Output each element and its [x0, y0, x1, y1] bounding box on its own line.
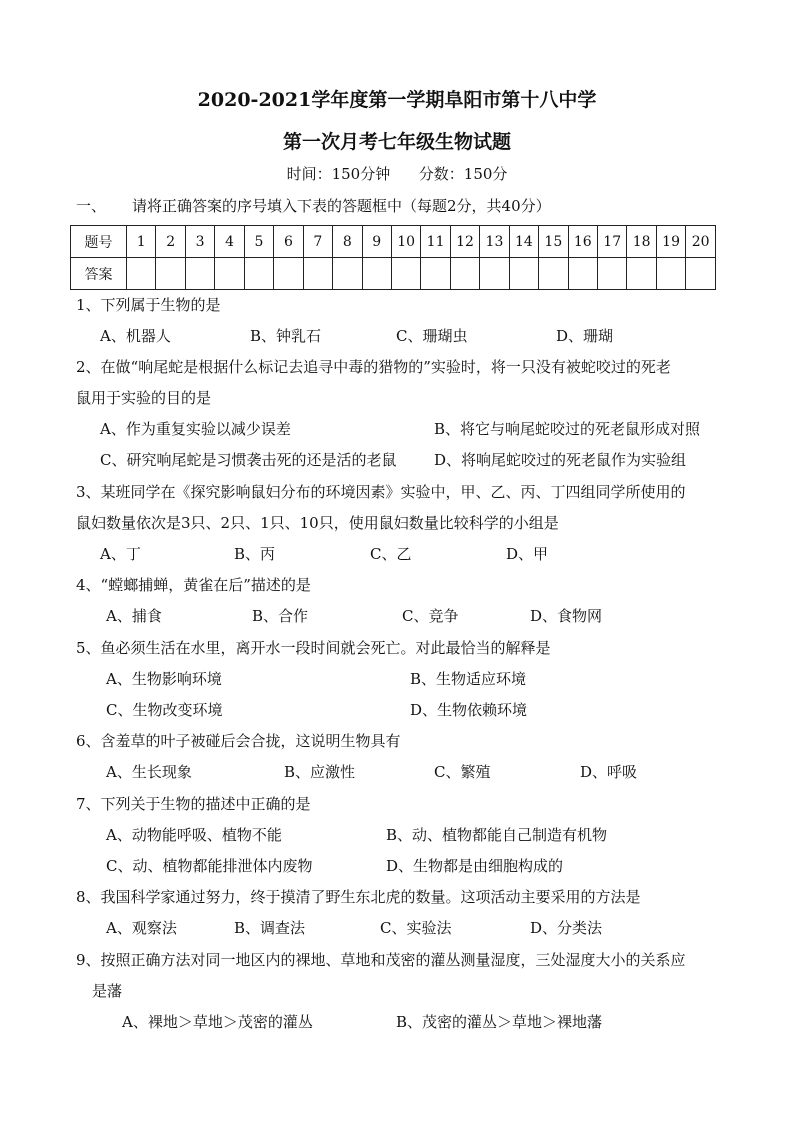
- question-2-stem-cont: 鼠用于实验的目的是: [76, 389, 212, 407]
- section-instruction: 请将正确答案的序号填入下表的答题框中（每题2分，共40分）: [132, 197, 551, 215]
- question-9-option-a: A、裸地＞草地＞茂密的灌丛: [122, 1013, 313, 1031]
- question-3-option-b: B、丙: [234, 545, 276, 563]
- question-3-stem: 3、某班同学在《探究影响鼠妇分布的环境因素》实验中，甲、乙、丙、丁四组同学所使用的: [76, 483, 686, 501]
- question-4-stem: 4、“螳螂捕蝉，黄雀在后”描述的是: [76, 576, 311, 594]
- answer-cell[interactable]: [539, 258, 568, 290]
- table-cell-number: 7: [303, 226, 332, 258]
- question-6-stem: 6、含羞草的叶子被碰后会合拢，这说明生物具有: [76, 732, 401, 750]
- exam-title-line2: 第一次月考七年级生物试题: [282, 131, 511, 153]
- question-5-option-c: C、生物改变环境: [106, 701, 223, 719]
- table-cell-number: 16: [568, 226, 597, 258]
- question-9-option-b: B、茂密的灌丛＞草地＞裸地藩: [396, 1013, 603, 1031]
- question-6-option-d: D、呼吸: [580, 763, 638, 781]
- question-3-option-d: D、甲: [506, 545, 549, 563]
- answer-cell[interactable]: [450, 258, 479, 290]
- question-5-option-a: A、生物影响环境: [106, 670, 222, 688]
- answer-cell[interactable]: [244, 258, 273, 290]
- question-4-option-c: C、竞争: [402, 607, 459, 625]
- answer-cell[interactable]: [627, 258, 656, 290]
- answer-cell[interactable]: [509, 258, 538, 290]
- time-score: 时间：150分钟 分数：150分: [286, 165, 508, 183]
- question-1-option-c: C、珊瑚虫: [396, 327, 468, 345]
- question-6-option-a: A、生长现象: [106, 763, 192, 781]
- answer-cell[interactable]: [333, 258, 362, 290]
- table-cell-number: 10: [391, 226, 420, 258]
- table-cell-number: 4: [215, 226, 244, 258]
- section-number: 一、: [76, 197, 107, 215]
- table-cell-number: 19: [656, 226, 685, 258]
- question-5-stem: 5、鱼必须生活在水里，离开水一段时间就会死亡。对此最恰当的解释是: [76, 639, 551, 657]
- answer-cell[interactable]: [656, 258, 685, 290]
- question-8-stem: 8、我国科学家通过努力，终于摸清了野生东北虎的数量。这项活动主要采用的方法是: [76, 888, 641, 906]
- table-cell-number: 2: [156, 226, 185, 258]
- row-label-answer: 答案: [71, 258, 127, 290]
- table-cell-number: 3: [185, 226, 214, 258]
- table-cell-number: 20: [686, 226, 716, 258]
- table-cell-number: 15: [539, 226, 568, 258]
- answer-cell[interactable]: [362, 258, 391, 290]
- question-9-stem: 9、按照正确方法对同一地区内的裸地、草地和茂密的灌丛测量湿度，三处湿度大小的关系应: [76, 951, 686, 969]
- table-cell-number: 14: [509, 226, 538, 258]
- question-8-option-c: C、实验法: [380, 919, 452, 937]
- table-cell-number: 9: [362, 226, 391, 258]
- question-4-option-a: A、捕食: [106, 607, 162, 625]
- table-cell-number: 13: [480, 226, 509, 258]
- question-4-option-d: D、食物网: [530, 607, 603, 625]
- answer-cell[interactable]: [127, 258, 156, 290]
- answer-cell[interactable]: [156, 258, 185, 290]
- question-1-stem: 1、下列属于生物的是: [76, 296, 221, 314]
- question-8-option-a: A、观察法: [106, 919, 177, 937]
- answer-cell[interactable]: [391, 258, 420, 290]
- question-2-option-c: C、研究响尾蛇是习惯袭击死的还是活的老鼠: [100, 451, 397, 469]
- answer-cell[interactable]: [421, 258, 450, 290]
- question-7-option-d: D、生物都是由细胞构成的: [386, 857, 564, 875]
- question-1-option-a: A、机器人: [100, 327, 171, 345]
- answer-cell[interactable]: [185, 258, 214, 290]
- question-5-option-d: D、生物依赖环境: [410, 701, 528, 719]
- answer-cell[interactable]: [686, 258, 716, 290]
- question-1-option-b: B、钟乳石: [250, 327, 322, 345]
- row-label-number: 题号: [71, 226, 127, 258]
- answer-cell[interactable]: [568, 258, 597, 290]
- question-3-option-a: A、丁: [100, 545, 141, 563]
- question-6-option-b: B、应激性: [284, 763, 356, 781]
- question-2-option-b: B、将它与响尾蛇咬过的死老鼠形成对照: [434, 420, 701, 438]
- table-row-numbers: [71, 226, 716, 258]
- question-7-option-c: C、动、植物都能排泄体内废物: [106, 857, 313, 875]
- answer-cell[interactable]: [480, 258, 509, 290]
- question-8-option-b: B、调查法: [234, 919, 306, 937]
- table-row-answers: [71, 258, 716, 290]
- answer-cell[interactable]: [598, 258, 627, 290]
- answer-table: [70, 225, 716, 290]
- question-7-option-a: A、动物能呼吸、植物不能: [106, 826, 282, 844]
- question-1-option-d: D、珊瑚: [556, 327, 614, 345]
- question-9-stem-cont: 是藩: [92, 982, 123, 1000]
- question-7-stem: 7、下列关于生物的描述中正确的是: [76, 795, 311, 813]
- question-2-option-a: A、作为重复实验以减少误差: [100, 420, 291, 438]
- answer-cell[interactable]: [215, 258, 244, 290]
- question-3-stem-cont: 鼠妇数量依次是3只、2只、1只、10只，使用鼠妇数量比较科学的小组是: [76, 514, 559, 532]
- table-cell-number: 12: [450, 226, 479, 258]
- question-4-option-b: B、合作: [252, 607, 309, 625]
- exam-title-line1: 2020-2021学年度第一学期阜阳市第十八中学: [197, 89, 597, 111]
- question-5-option-b: B、生物适应环境: [410, 670, 527, 688]
- table-cell-number: 11: [421, 226, 450, 258]
- table-cell-number: 17: [598, 226, 627, 258]
- question-2-stem: 2、在做“响尾蛇是根据什么标记去追寻中毒的猎物的”实验时，将一只没有被蛇咬过的死老: [76, 358, 671, 376]
- question-8-option-d: D、分类法: [530, 919, 603, 937]
- table-cell-number: 6: [274, 226, 303, 258]
- table-cell-number: 8: [333, 226, 362, 258]
- table-cell-number: 1: [127, 226, 156, 258]
- question-7-option-b: B、动、植物都能自己制造有机物: [386, 826, 608, 844]
- answer-cell[interactable]: [303, 258, 332, 290]
- question-2-option-d: D、将响尾蛇咬过的死老鼠作为实验组: [434, 451, 687, 469]
- question-3-option-c: C、乙: [370, 545, 412, 563]
- table-cell-number: 5: [244, 226, 273, 258]
- question-6-option-c: C、繁殖: [434, 763, 491, 781]
- answer-cell[interactable]: [274, 258, 303, 290]
- table-cell-number: 18: [627, 226, 656, 258]
